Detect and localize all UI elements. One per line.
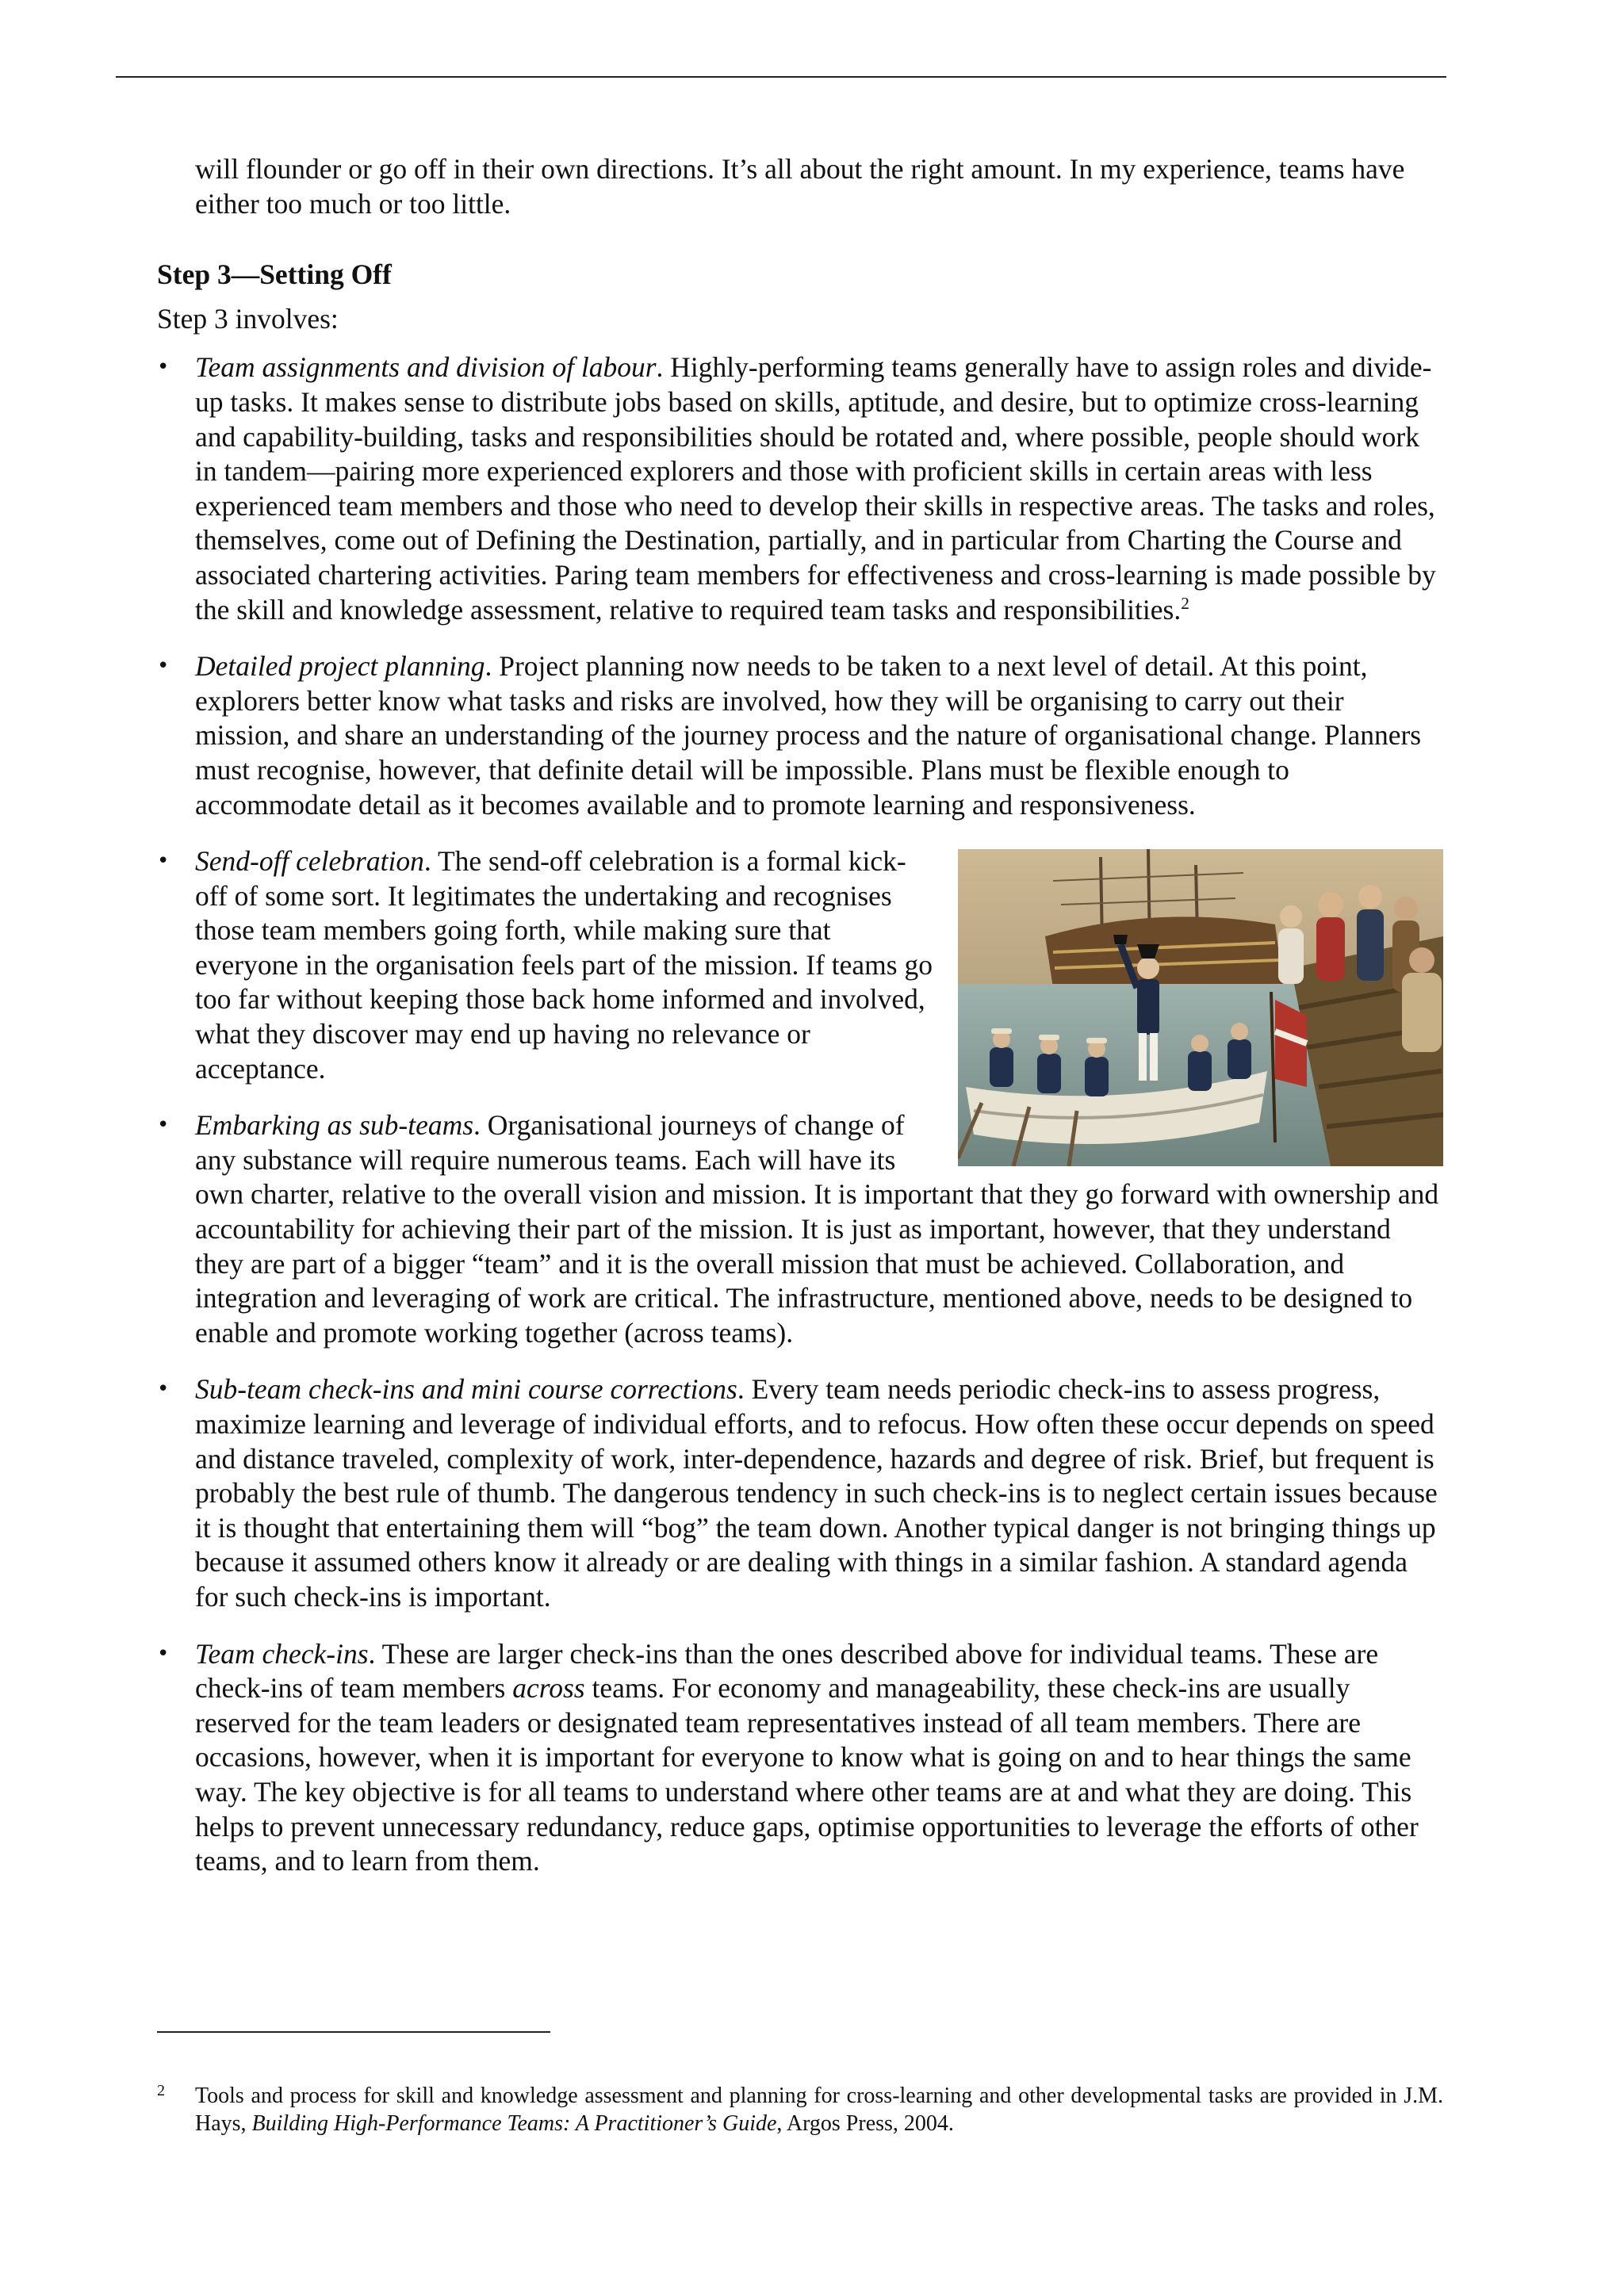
page-body: [157, 152, 1443, 1901]
footnote-ref[interactable]: 2: [1181, 593, 1189, 613]
item-term: Team check-ins: [195, 1637, 369, 1670]
item-term: Sub-team check-ins and mini course corrections: [195, 1373, 737, 1406]
list-item: [157, 1637, 1443, 1879]
bullet-icon: •: [157, 1377, 170, 1402]
continuation-paragraph: will flounder or go off in their own directions. It’s all about the right amount. In my experience, teams have either too much or too little.: [195, 153, 1405, 220]
list-item: [157, 1372, 1443, 1614]
footnote-text-part: , Argos Press, 2004.: [776, 2111, 954, 2136]
bullet-icon: •: [157, 654, 170, 679]
item-text: . The send-off celebration is a formal kick-off of some sort. It legitimates the undertaking and recognises those team members going forth, while making sure that everyone in the organisation feels part of the mission. If teams go too far without keeping those back home informed and involved, what they discover may end up having no relevance or acceptance.: [195, 845, 933, 1085]
list-item: [157, 350, 1443, 627]
item-text: . These are larger check-ins than the ones described above for individual teams. These are check-ins of team members: [195, 1637, 1379, 1705]
item-term: Send-off celebration: [195, 845, 424, 878]
bullet-icon: •: [157, 1113, 170, 1138]
list-item: [157, 844, 1443, 1086]
item-emphasis: across: [512, 1672, 585, 1705]
item-text: teams. For economy and manageability, these check-ins are usually reserved for the team leaders or designated team representatives instead of all team members. There are occasions, however, when it is important for everyone to know what is going on and to hear things the same way. The key objective is for all teams to understand where other teams are at and what they are doing. This helps to prevent unnecessary redundancy, reduce gaps, optimise opportunities to leverage the efforts of other teams, and to learn from them.: [195, 1672, 1419, 1877]
step-list: [157, 350, 1443, 1878]
item-text: . Highly-performing teams generally have to assign roles and divide-up tasks. It makes sense to distribute jobs based on skills, aptitude, and desire, but to optimize cross-learning and capability-building, tasks and responsibilities should be rotated and, where possible, people should work in tandem—pairing more experienced explorers and those with proficient skills in certain areas with less experienced team members and those who need to develop their skills in respective areas. The tasks and roles, themselves, come out of Defining the Destination, partially, and in particular from Charting the Course and associated chartering activities. Paring team members for effectiveness and cross-learning is made possible by the skill and knowledge assessment, relative to required team tasks and responsibilities.: [195, 351, 1436, 626]
item-term: Embarking as sub-teams: [195, 1109, 474, 1142]
section-heading: Step 3—Setting Off: [157, 258, 392, 291]
item-text: . Every team needs periodic check-ins to assess progress, maximize learning and leverage of individual efforts, and to refocus. How often these occur depends on speed and distance traveled, complexity of work, inter-dependence, hazards and degree of risk. Brief, but frequent is probably the best rule of thumb. The dangerous tendency in such check-ins is to neglect certain issues because it is thought that entertaining them will “bog” the team down. Another typical danger is not bringing things up because it assumed others know it already or are dealing with things in a similar fashion. A standard agenda for such check-ins is important.: [195, 1373, 1438, 1613]
bullet-icon: •: [157, 1641, 170, 1666]
footnote-book-title: Building High-Performance Teams: A Practitioner’s Guide: [251, 2111, 777, 2136]
item-term: Detailed project planning: [195, 650, 485, 683]
footnote-rule: [157, 2031, 550, 2033]
footnote-number: 2: [157, 2082, 165, 2099]
footnote-text: [195, 2082, 1443, 2137]
item-term: Team assignments and division of labour: [195, 351, 657, 384]
footnote: [157, 2082, 1443, 2137]
list-item: [157, 1108, 1443, 1350]
item-text: . Organisational journeys of change of any substance will require numerous teams. Each will have its own charter, relative to the overall vision and mission. It is important that they go forward with ownership and accountability for achieving their part of the mission. It is just as important, however, that they understand they are part of a bigger “team” and it is the overall mission that must be achieved. Collaboration, and integration and leveraging of work are critical. The infrastructure, mentioned above, needs to be designed to enable and promote working together (across teams).: [195, 1109, 1439, 1349]
item-text: . Project planning now needs to be taken to a next level of detail. At this point, explorers better know what tasks and risks are involved, how they will be organising to carry out their mission, and share an understanding of the journey process and the nature of organisational change. Planners must recognise, however, that definite detail will be impossible. Plans must be flexible enough to accommodate detail as it becomes available and to promote learning and responsiveness.: [195, 650, 1422, 821]
bullet-icon: •: [157, 355, 170, 380]
section-intro: Step 3 involves:: [157, 302, 339, 335]
header-rule: [116, 76, 1446, 78]
list-item: [157, 649, 1443, 822]
footnote-text-part: Tools and process for skill and knowledge assessment and planning for cross-learning and other developmental tasks are provided in J.M. Hays,: [195, 2084, 1443, 2136]
bullet-icon: •: [157, 849, 170, 874]
